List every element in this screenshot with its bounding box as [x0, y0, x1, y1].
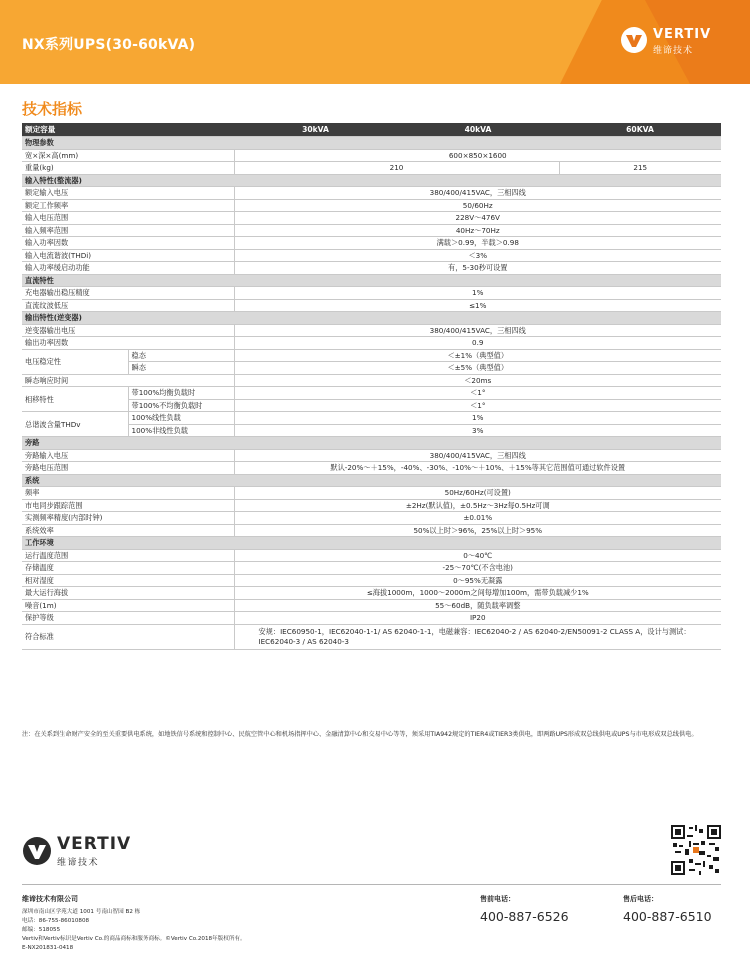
header-title: NX系列UPS(30-60kVA)	[22, 37, 196, 53]
table-row	[22, 212, 721, 225]
table-row	[22, 224, 721, 237]
trademark-line: Vertiv和Vertiv标识是Vertiv Co.的商品商标和服务商标。©Vertiv Co.2018年版权所有。	[22, 936, 246, 942]
row-label: 输入功率缓启动功能	[22, 262, 234, 275]
table-row	[22, 524, 721, 537]
row-value: 215	[559, 162, 721, 175]
row-value: ＜3%	[234, 249, 721, 262]
row-value: ±2Hz(默认值)，±0.5Hz～3Hz每0.5Hz可调	[234, 499, 721, 512]
header-cell-30kva: 30kVA	[234, 123, 397, 137]
table-row	[22, 374, 721, 387]
phone-line: 电话：86-755-86010808	[22, 918, 90, 924]
row-label: 额定输入电压	[22, 187, 234, 200]
row-value: 0～95%无凝露	[234, 574, 721, 587]
category-row-env	[22, 537, 721, 550]
row-label: 噪音(1m)	[22, 599, 234, 612]
row-label: 宽×深×高(mm)	[22, 149, 234, 162]
table-row	[22, 599, 721, 612]
row-label: 输入电压范围	[22, 212, 234, 225]
qr-code-icon	[671, 825, 721, 875]
row-label: 输入功率因数	[22, 237, 234, 250]
row-label: 相对湿度	[22, 574, 234, 587]
row-label: 输入电流谐波(THDi)	[22, 249, 234, 262]
row-label: 直流纹波低压	[22, 299, 234, 312]
header-cell-60kva: 60KVA	[559, 123, 721, 137]
table-row	[22, 337, 721, 350]
row-value: 600×850×1600	[234, 149, 721, 162]
row-value: IP20	[234, 612, 721, 625]
table-row	[22, 462, 721, 475]
row-label: 总谐波含量THDv	[22, 412, 128, 437]
category-row-physical	[22, 137, 721, 150]
table-row	[22, 187, 721, 200]
category-label: 系统	[22, 474, 721, 487]
table-row	[22, 612, 721, 625]
row-value: -25～70℃(不含电池)	[234, 562, 721, 575]
table-row	[22, 237, 721, 250]
vertiv-logo-icon	[620, 26, 648, 54]
row-label: 重量(kg)	[22, 162, 234, 175]
category-row-output	[22, 312, 721, 325]
row-label: 实测频率精度(内部时钟)	[22, 512, 234, 525]
row-value: 有，5-30秒可设置	[234, 262, 721, 275]
row-label: 输入频率范围	[22, 224, 234, 237]
row-label: 旁路输入电压	[22, 449, 234, 462]
table-row	[22, 149, 721, 162]
table-header-row	[22, 123, 721, 137]
row-label: 充电器输出稳压精度	[22, 287, 234, 300]
category-label: 直流特性	[22, 274, 721, 287]
table-row	[22, 512, 721, 525]
vertiv-footer-logo-icon	[22, 836, 52, 866]
table-row	[22, 412, 721, 425]
address-line: 深圳市南山区学苑大道 1001 号南山智园 B2 栋	[22, 909, 141, 915]
row-value: ＜±5%（典型值）	[234, 362, 721, 375]
row-value: 210	[234, 162, 559, 175]
row-value: 0.9	[234, 337, 721, 350]
table-row	[22, 162, 721, 175]
row-label: 系统效率	[22, 524, 234, 537]
row-value: 满载＞0.99，半载＞0.98	[234, 237, 721, 250]
row-value: 380/400/415VAC，三相四线	[234, 324, 721, 337]
table-row	[22, 487, 721, 500]
table-row	[22, 549, 721, 562]
row-sublabel: 100%非线性负载	[128, 424, 234, 437]
row-label: 输出功率因数	[22, 337, 234, 350]
row-value: ＜1°	[234, 399, 721, 412]
table-row	[22, 262, 721, 275]
row-label: 存储温度	[22, 562, 234, 575]
row-value: 0～40℃	[234, 549, 721, 562]
table-row	[22, 624, 721, 649]
row-value: ≤海拔1000m，1000～2000m之间每增加100m，需带负载减少1%	[234, 587, 721, 600]
footnote: 注：在关系到生命财产安全的至关重要供电系统，如地铁信号系统和控制中心、民航空管中心和机场指挥中心、金融清算中心和交易中心等等，须采用TIA942规定的TIER4或TIER3类供电，即两路UPS形成双总线供电或UPS与市电形成双总线供电。	[22, 731, 698, 738]
section-title: 技术指标	[22, 100, 83, 118]
row-value: 安规：IEC60950-1，IEC62040-1-1/ AS 62040-1-1，电磁兼容：IEC62040-2 / AS 62040-2/EN50091-2 CLASS A，设计与测试：IEC62040-3 / AS 62040-3	[234, 624, 721, 649]
row-value: 380/400/415VAC，三相四线	[234, 449, 721, 462]
row-value: 50Hz/60Hz(可设置)	[234, 487, 721, 500]
category-row-system	[22, 474, 721, 487]
row-value: 默认-20%～＋15%，-40%、-30%、-10%～＋10%、＋15%等其它范围值可通过软件设置	[234, 462, 721, 475]
table-row	[22, 387, 721, 400]
row-label: 相移特性	[22, 387, 128, 412]
row-sublabel: 带100%不均衡负载时	[128, 399, 234, 412]
table-row	[22, 574, 721, 587]
row-value: 40Hz～70Hz	[234, 224, 721, 237]
footer-brand-sub: 维谛技术	[57, 858, 100, 868]
row-label: 保护等级	[22, 612, 234, 625]
row-value: 3%	[234, 424, 721, 437]
table-row	[22, 324, 721, 337]
category-label: 输出特性(逆变器)	[22, 312, 721, 325]
category-label: 输入特性(整流器)	[22, 174, 721, 187]
row-sublabel: 稳态	[128, 349, 234, 362]
category-label: 物理参数	[22, 137, 721, 150]
row-value: ±0.01%	[234, 512, 721, 525]
page-header	[0, 0, 750, 84]
table-row	[22, 499, 721, 512]
row-label: 符合标准	[22, 624, 234, 649]
table-row	[22, 349, 721, 362]
category-row-bypass	[22, 437, 721, 450]
aftersale-number: 400-887-6510	[623, 909, 712, 924]
row-label: 逆变器输出电压	[22, 324, 234, 337]
row-label: 额定工作频率	[22, 199, 234, 212]
category-row-input	[22, 174, 721, 187]
row-value: 55～60dB，随负载率调整	[234, 599, 721, 612]
spec-table	[22, 123, 721, 650]
row-value: 50/60Hz	[234, 199, 721, 212]
header-cell-rated: 额定容量	[22, 123, 234, 137]
row-value: 228V～476V	[234, 212, 721, 225]
table-row	[22, 449, 721, 462]
aftersale-label: 售后电话：	[623, 895, 658, 903]
header-brand: VERTIV	[653, 27, 712, 42]
presale-number: 400-887-6526	[480, 909, 569, 924]
header-cell-40kva: 40kVA	[397, 123, 559, 137]
table-row	[22, 562, 721, 575]
category-label: 工作环境	[22, 537, 721, 550]
presale-label: 售前电话：	[480, 895, 515, 903]
table-row	[22, 587, 721, 600]
row-sublabel: 100%线性负载	[128, 412, 234, 425]
header-brand-sub: 维谛技术	[653, 46, 694, 56]
doc-code: E-NX201831-0418	[22, 945, 74, 951]
category-label: 旁路	[22, 437, 721, 450]
row-value: ＜1°	[234, 387, 721, 400]
row-value: ＜20ms	[234, 374, 721, 387]
category-row-dc	[22, 274, 721, 287]
table-row	[22, 299, 721, 312]
row-label: 电压稳定性	[22, 349, 128, 374]
table-row	[22, 287, 721, 300]
row-sublabel: 瞬态	[128, 362, 234, 375]
row-value: ＜±1%（典型值）	[234, 349, 721, 362]
row-value: 1%	[234, 287, 721, 300]
footer-divider	[22, 884, 721, 885]
row-value: 50%以上时＞96%，25%以上时＞95%	[234, 524, 721, 537]
table-row	[22, 199, 721, 212]
table-row	[22, 249, 721, 262]
row-label: 瞬态响应时间	[22, 374, 234, 387]
company-name: 维谛技术有限公司	[22, 895, 78, 903]
row-label: 市电同步跟踪范围	[22, 499, 234, 512]
row-label: 最大运行海拔	[22, 587, 234, 600]
row-sublabel: 带100%均衡负载时	[128, 387, 234, 400]
row-label: 频率	[22, 487, 234, 500]
footer-brand: VERTIV	[57, 834, 132, 854]
row-label: 旁路电压范围	[22, 462, 234, 475]
row-value: ≤1%	[234, 299, 721, 312]
row-label: 运行温度范围	[22, 549, 234, 562]
postcode-line: 邮编：518055	[22, 927, 61, 933]
row-value: 1%	[234, 412, 721, 425]
row-value: 380/400/415VAC，三相四线	[234, 187, 721, 200]
